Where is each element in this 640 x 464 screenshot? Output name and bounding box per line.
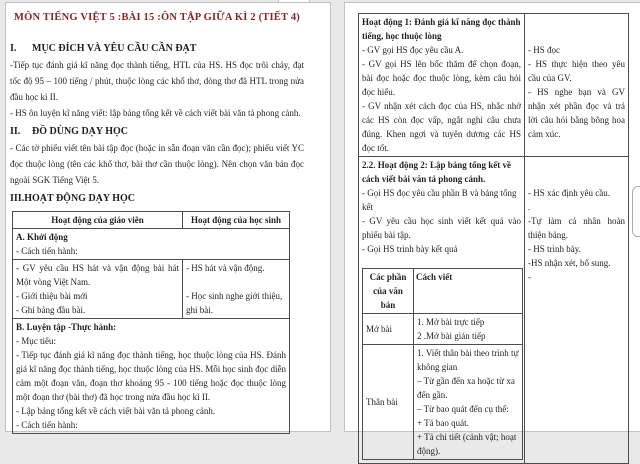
cell-student-activity2 (525, 157, 629, 464)
text-line: 1. Mở bài trực tiếp (417, 317, 485, 327)
text-line: . (528, 202, 531, 212)
text-line: - GV gọi HS lên bốc thăm để chọn đoạn, bài đọc hoặc đọc thuộc lòng, kèm câu hỏi đọc hiểu. (362, 59, 521, 97)
text-line: - Giới thiệu bài mới (16, 291, 88, 301)
activity-table-page1 (12, 211, 290, 434)
table-row (363, 314, 523, 345)
col-header-teacher: Hoạt động của giáo viên (13, 212, 183, 229)
col-header-student: Hoạt động của học sinh (183, 212, 290, 229)
text-line: - Gọi HS trình bày kết quả (362, 244, 458, 254)
text-line: - GV yêu cầu học sinh viết kết quả vào phiếu bài tập. (362, 216, 521, 240)
text-line: 1. Viết thân bài theo trình tự không gian (417, 348, 519, 372)
text-line: 2 .Mở bài gián tiếp (417, 331, 486, 341)
text-line: - Ghi bảng đầu bài. (16, 305, 86, 315)
cell-teacher (13, 260, 183, 319)
text-line: - GV yêu cầu HS hát và vận động bài hát Một vòng Việt Nam. (16, 263, 179, 287)
paragraph: - Các tờ phiếu viết tên bài tập đọc (hoặc in sẵn đoạn văn cần đọc); phiếu viết YC đọc thuộc lòng (tên các khổ thơ, bài thơ cần thuộc lòng). Nên chọn văn bản đọc ngoài SGK Tiếng Việt 5. (10, 143, 304, 185)
inner-col-header-parts: Các phần của văn bản (363, 269, 414, 314)
text-line: - HS trình bày. (528, 244, 581, 254)
cell-howto-open (414, 314, 523, 345)
paragraph: - HS ôn luyện kĩ năng viết: lập bảng tổng kết về cách viết bài văn tả phong cảnh. (10, 108, 301, 118)
table-row (13, 319, 290, 434)
text-line: - GV gọi HS đọc yêu cầu A. (362, 45, 464, 55)
text-line: - Lập bảng tổng kết về cách viết bài văn tả phong cảnh. (16, 406, 216, 416)
table-row (13, 260, 290, 319)
text-line: - Tiếp tục đánh giá kĩ năng đọc thành tiếng, học thuộc lòng của HS. Đánh giá kĩ năng đọc thành tiếng, học thuộc lòng của HS. Mỗi học sinh đọc diễn cảm một đoạn văn, đoạn thơ khoảng 95 - 100 tiếng hoặc đọc thuộc lòng một đoạn thơ (bài thơ) đã học trong nửa đầu học kì II. (16, 350, 286, 402)
table-row (13, 229, 290, 260)
text-line: A. Khởi động (16, 232, 68, 242)
text-line: – Từ bao quát đến cụ thể: (417, 404, 509, 414)
heading-text: HOẠT ĐỘNG DẠY HỌC (24, 193, 136, 204)
heading-text: ĐỒ DÙNG DẠY HỌC (32, 126, 129, 137)
summary-table (362, 268, 523, 460)
cell-howto-body (414, 345, 523, 460)
cell-practice (13, 319, 290, 434)
text-line: - HS nghe bạn và GV nhận xét phần đọc và trả lời câu hỏi bằng bông hoa cảm xúc. (528, 87, 625, 139)
text-line: - Học sinh nghe giới thiệu, ghi bài. (186, 291, 283, 315)
cell-student (183, 260, 290, 319)
document-title: MÔN TIẾNG VIỆT 5 :BÀI 15 :ÔN TẬP GIỮA KÌ 2 (TIẾT 4) (14, 12, 300, 23)
cell-student-activity1 (525, 14, 629, 157)
page-1 (5, 2, 331, 432)
text-line: - HS hát và vận động. (186, 263, 265, 273)
text-line: - Mục tiêu: (16, 336, 56, 346)
heading-hoat-dong (10, 191, 304, 207)
heading-muc-dich (10, 41, 304, 57)
heading-number: III. (10, 193, 25, 204)
text-line: - Gọi HS đọc yêu cầu phần B và bảng tổng kết (362, 188, 517, 212)
text-line: Hoạt động 1: Đánh giá kĩ năng đọc thành tiếng, học thuộc lòng (362, 17, 521, 41)
table-row (359, 157, 629, 464)
text-line: -HS nhận xét, bổ sung. (528, 258, 611, 268)
text-line: -Tự làm cá nhân hoàn thiện bảng. (528, 216, 625, 240)
cell-teacher-activity2 (359, 157, 525, 464)
paragraph: -Tiếp tục đánh giá kĩ năng đọc thành tiếng, HTL của HS. HS đọc trôi chảy, đạt tốc độ 95 – 100 tiếng / phút, thuộc lòng các khổ thơ, dòng thơ đã HTL trong nửa đầu học kì II. (10, 60, 304, 102)
table-row (363, 345, 523, 460)
text-line: - HS đọc (528, 45, 560, 55)
text-line: – Từ gần đến xa hoặc từ xa đến gần. (417, 376, 515, 400)
text-line: - Cách tiến hành: (16, 246, 78, 256)
cell-teacher-activity1 (359, 14, 525, 157)
page-2 (344, 2, 640, 456)
cell-warmup (13, 229, 290, 260)
inner-col-header-howto: Cách viết (414, 269, 523, 314)
cell-part-body: Thân bài (363, 345, 414, 460)
text-line: - HS xác định yêu cầu. (528, 188, 610, 198)
table-row (359, 14, 629, 157)
heading-do-dung (10, 124, 304, 140)
text-line: - HS thực hiện theo yêu cầu của GV. (528, 59, 625, 83)
cell-part-open: Mở bài (363, 314, 414, 345)
activity-table-page2 (358, 13, 629, 464)
text-line: + Tả chi tiết (cảnh vật; hoạt động). (417, 432, 517, 456)
heading-text: MỤC ĐÍCH VÀ YÊU CẦU CẦN ĐẠT (32, 43, 197, 54)
text-line: + Tả bao quát. (417, 418, 469, 428)
text-line: 2.2. Hoạt động 2: Lập bảng tổng kết về cách viết bài văn tả phong cảnh. (362, 160, 512, 184)
text-line: B. Luyện tập -Thực hành: (16, 322, 117, 332)
heading-number: I. (10, 43, 17, 54)
heading-number: II. (10, 126, 21, 137)
text-line: - GV nhận xét cách đọc của HS, nhắc nhở các HS còn đọc vấp, ngắt nghỉ câu chưa đúng. Khen ngợi và tuyên dương các HS đọc tốt. (362, 101, 521, 153)
scroll-handle[interactable] (632, 186, 640, 237)
text-line: - (528, 272, 531, 282)
text-line: - Cách tiến hành: (16, 420, 78, 430)
